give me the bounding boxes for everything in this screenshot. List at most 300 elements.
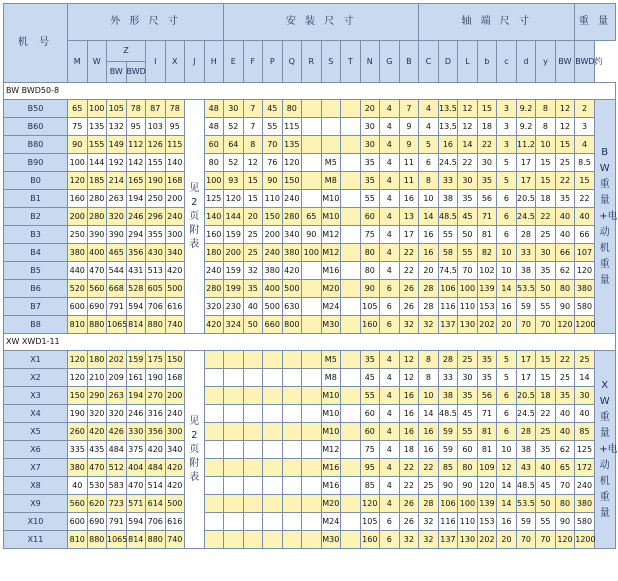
value-cell: 185 [87, 172, 107, 190]
value-cell: 4 [419, 118, 439, 136]
value-cell: 139 [477, 495, 497, 513]
value-cell: 80 [360, 244, 380, 262]
value-cell: 10 [419, 387, 439, 405]
table-row [4, 172, 616, 190]
value-cell: 12 [399, 351, 419, 369]
value-cell: 59 [516, 513, 536, 531]
value-cell: 78 [165, 100, 185, 118]
value-cell: M8 [321, 369, 341, 387]
table-row [4, 190, 616, 208]
value-cell: 250 [146, 190, 166, 208]
value-cell: 100 [204, 172, 224, 190]
value-cell: 22 [399, 477, 419, 495]
value-cell: 200 [224, 244, 244, 262]
value-cell: 172 [575, 459, 595, 477]
value-cell [263, 423, 283, 441]
value-cell: 6 [380, 298, 400, 316]
value-cell: 93 [224, 172, 244, 190]
col-header-j: J [185, 41, 205, 83]
value-cell: 7 [243, 100, 263, 118]
value-cell: 110 [263, 190, 283, 208]
value-cell [341, 513, 361, 531]
value-cell [302, 100, 322, 118]
value-cell: 20 [243, 208, 263, 226]
value-cell: 4 [380, 369, 400, 387]
value-cell: 168 [165, 369, 185, 387]
value-cell: 404 [126, 459, 146, 477]
value-cell: 300 [165, 423, 185, 441]
value-cell: 520 [68, 280, 88, 298]
col-header-p: P [263, 41, 283, 83]
model-name: B60 [4, 118, 68, 136]
value-cell: 6 [497, 226, 517, 244]
value-cell: 280 [87, 208, 107, 226]
value-cell: 420 [282, 262, 302, 280]
value-cell: 153 [477, 298, 497, 316]
value-cell [341, 244, 361, 262]
value-cell: 12 [458, 100, 478, 118]
value-cell: 17 [516, 154, 536, 172]
value-cell [341, 423, 361, 441]
value-cell: 16 [419, 441, 439, 459]
value-cell: 120 [282, 154, 302, 172]
value-cell: 18 [399, 441, 419, 459]
model-name: B80 [4, 136, 68, 154]
value-cell: 18 [477, 118, 497, 136]
value-cell: 35 [360, 351, 380, 369]
value-cell: 263 [107, 387, 127, 405]
value-cell: 155 [87, 136, 107, 154]
value-cell [302, 387, 322, 405]
value-cell: 33 [438, 172, 458, 190]
value-cell: 32 [243, 262, 263, 280]
value-cell: 16 [399, 190, 419, 208]
spec-table-container [3, 3, 618, 575]
value-cell: 22 [399, 244, 419, 262]
table-row [4, 477, 616, 495]
value-cell [302, 316, 322, 334]
value-cell: 4 [380, 190, 400, 208]
value-cell: 616 [165, 513, 185, 531]
value-cell: 296 [146, 208, 166, 226]
value-cell: 25 [575, 351, 595, 369]
value-cell: 70 [555, 477, 575, 495]
value-cell [204, 495, 224, 513]
value-cell: 6 [497, 190, 517, 208]
value-cell [243, 423, 263, 441]
value-cell: 70 [516, 316, 536, 334]
value-cell [341, 387, 361, 405]
value-cell [263, 513, 283, 531]
value-cell: 4 [380, 459, 400, 477]
value-cell: 40 [575, 405, 595, 423]
value-cell: 135 [282, 136, 302, 154]
value-cell [204, 351, 224, 369]
value-cell: 660 [263, 316, 283, 334]
table-row [4, 154, 616, 172]
value-cell: 17 [399, 226, 419, 244]
value-cell: 4 [380, 387, 400, 405]
value-cell: 880 [146, 316, 166, 334]
value-cell: 140 [204, 208, 224, 226]
value-cell: 48.5 [438, 208, 458, 226]
value-cell [224, 423, 244, 441]
value-cell: 20 [360, 100, 380, 118]
value-cell [224, 531, 244, 549]
col-header-bwd约: BWD约 [575, 41, 595, 83]
value-cell: 190 [146, 369, 166, 387]
model-name: B1 [4, 190, 68, 208]
value-cell: 420 [87, 423, 107, 441]
value-cell [341, 172, 361, 190]
weight-note-text: XW重量+电动机重量 [599, 379, 618, 519]
value-cell: 13 [399, 208, 419, 226]
value-cell: 28 [438, 351, 458, 369]
value-cell: 76 [263, 154, 283, 172]
value-cell [302, 423, 322, 441]
specification-table [3, 3, 616, 549]
value-cell: 165 [126, 172, 146, 190]
value-cell: 200 [165, 387, 185, 405]
value-cell: 20 [419, 262, 439, 280]
value-cell: 270 [146, 387, 166, 405]
value-cell: 90 [263, 172, 283, 190]
value-cell: 116 [438, 513, 458, 531]
value-cell: 880 [87, 316, 107, 334]
value-cell: 5 [419, 136, 439, 154]
value-cell: 15 [536, 351, 556, 369]
value-cell: 530 [87, 477, 107, 495]
value-cell: 45 [458, 208, 478, 226]
value-cell: 560 [68, 495, 88, 513]
value-cell: 60 [458, 441, 478, 459]
value-cell: 26 [399, 513, 419, 531]
value-cell: 194 [126, 387, 146, 405]
value-cell: 15 [536, 154, 556, 172]
value-cell: 320 [204, 298, 224, 316]
table-row [4, 298, 616, 316]
model-name: X2 [4, 369, 68, 387]
value-cell: 4 [380, 118, 400, 136]
value-cell: 11 [399, 172, 419, 190]
value-cell: 52 [224, 154, 244, 172]
value-cell: 56 [477, 190, 497, 208]
value-cell: 59 [438, 441, 458, 459]
weight-header: 重 量 [575, 4, 616, 41]
value-cell: 18 [536, 387, 556, 405]
model-name: X10 [4, 513, 68, 531]
value-cell: 56 [477, 387, 497, 405]
value-cell [341, 190, 361, 208]
value-cell: 294 [126, 226, 146, 244]
value-cell: 120 [555, 316, 575, 334]
value-cell: 120 [224, 190, 244, 208]
value-cell: 10 [497, 441, 517, 459]
value-cell: 4 [380, 423, 400, 441]
value-cell: 17 [516, 369, 536, 387]
value-cell: 159 [224, 226, 244, 244]
value-cell: 137 [438, 316, 458, 334]
value-cell: 500 [165, 495, 185, 513]
col-header-r: R [302, 41, 322, 83]
value-cell: 45 [458, 405, 478, 423]
value-cell [282, 531, 302, 549]
value-cell [263, 441, 283, 459]
value-cell: 8.5 [575, 154, 595, 172]
value-cell: 9 [399, 136, 419, 154]
value-cell: 65 [555, 459, 575, 477]
value-cell: 48.5 [438, 405, 458, 423]
value-cell: 4 [380, 208, 400, 226]
value-cell: 356 [146, 423, 166, 441]
value-cell: 135 [87, 118, 107, 136]
value-cell: 390 [107, 226, 127, 244]
value-cell: 18 [536, 190, 556, 208]
value-cell: 120 [575, 262, 595, 280]
value-cell: 110 [458, 513, 478, 531]
value-cell: 20.5 [516, 190, 536, 208]
value-cell: M12 [321, 226, 341, 244]
value-cell: 8 [419, 369, 439, 387]
value-cell: 35 [536, 441, 556, 459]
col-header-n: N [360, 41, 380, 83]
col-header-b: B [399, 41, 419, 83]
model-name: X5 [4, 423, 68, 441]
value-cell [204, 387, 224, 405]
value-cell [243, 495, 263, 513]
value-cell: 38 [516, 441, 536, 459]
table-row [4, 100, 616, 118]
value-cell: 102 [477, 262, 497, 280]
value-cell [302, 118, 322, 136]
value-cell: 210 [87, 369, 107, 387]
value-cell: 140 [165, 154, 185, 172]
col-header-h: H [204, 41, 224, 83]
value-cell: 280 [204, 280, 224, 298]
model-name: X3 [4, 387, 68, 405]
value-cell: 12 [399, 369, 419, 387]
value-cell: 420 [146, 441, 166, 459]
table-row [4, 136, 616, 154]
value-cell: 22 [477, 136, 497, 154]
value-cell: 17 [516, 172, 536, 190]
value-cell: 24.5 [438, 154, 458, 172]
value-cell: 12 [458, 118, 478, 136]
value-cell: 60 [204, 136, 224, 154]
outer-dimensions-header: 外 形 尺 寸 [68, 4, 224, 41]
value-cell: 4 [575, 136, 595, 154]
value-cell [263, 369, 283, 387]
value-cell: 175 [146, 351, 166, 369]
value-cell: 500 [165, 280, 185, 298]
value-cell: 202 [107, 351, 127, 369]
value-cell: 420 [165, 459, 185, 477]
value-cell [204, 531, 224, 549]
value-cell: 150 [263, 208, 283, 226]
col-header-q: Q [282, 41, 302, 83]
value-cell: 60 [360, 405, 380, 423]
value-cell: 9.2 [516, 100, 536, 118]
value-cell: 24.5 [516, 208, 536, 226]
value-cell: 22 [399, 262, 419, 280]
value-cell: 106 [438, 280, 458, 298]
value-cell: 159 [224, 262, 244, 280]
value-cell: 512 [107, 459, 127, 477]
value-cell [302, 280, 322, 298]
col-header-i: I [146, 41, 166, 83]
see-appendix-note [185, 100, 205, 334]
value-cell: 30 [360, 136, 380, 154]
value-cell: 290 [87, 387, 107, 405]
value-cell [302, 459, 322, 477]
value-cell: 125 [204, 190, 224, 208]
value-cell: 14 [419, 405, 439, 423]
value-cell: M10 [321, 387, 341, 405]
value-cell: 100 [458, 280, 478, 298]
value-cell: 65 [302, 208, 322, 226]
value-cell: 470 [87, 459, 107, 477]
model-name: B8 [4, 316, 68, 334]
value-cell: 15 [536, 369, 556, 387]
value-cell [263, 351, 283, 369]
value-cell: 25 [243, 244, 263, 262]
table-row [4, 226, 616, 244]
value-cell [341, 298, 361, 316]
table-row [4, 513, 616, 531]
col-header-m: M [68, 41, 88, 83]
value-cell: 430 [146, 244, 166, 262]
value-cell: 4 [380, 405, 400, 423]
value-cell [321, 136, 341, 154]
value-cell: 180 [87, 351, 107, 369]
value-cell: 7 [399, 100, 419, 118]
value-cell: 355 [146, 226, 166, 244]
table-row [4, 316, 616, 334]
value-cell: 75 [68, 118, 88, 136]
col-header-g: G [380, 41, 400, 83]
value-cell: 2 [575, 100, 595, 118]
value-cell: M8 [321, 172, 341, 190]
value-cell: 16 [419, 244, 439, 262]
value-cell: M10 [321, 423, 341, 441]
value-cell: 240 [575, 477, 595, 495]
value-cell: 356 [126, 244, 146, 262]
value-cell: 180 [204, 244, 224, 262]
value-cell: 16 [399, 387, 419, 405]
value-cell: 40 [536, 459, 556, 477]
value-cell [224, 369, 244, 387]
model-name: X8 [4, 477, 68, 495]
value-cell: 250 [68, 226, 88, 244]
model-name: B0 [4, 172, 68, 190]
col-header-z: Z [107, 41, 146, 62]
value-cell: 62 [555, 262, 575, 280]
value-cell: 10 [536, 136, 556, 154]
value-cell: 340 [165, 441, 185, 459]
value-cell: 103 [146, 118, 166, 136]
value-cell: 105 [360, 298, 380, 316]
value-cell: 25 [555, 369, 575, 387]
value-cell: 14 [575, 369, 595, 387]
value-cell: 81 [477, 226, 497, 244]
value-cell: 106 [438, 495, 458, 513]
value-cell: 26 [399, 495, 419, 513]
value-cell: M10 [321, 208, 341, 226]
value-cell: M12 [321, 441, 341, 459]
value-cell: 431 [126, 262, 146, 280]
value-cell: 40 [243, 298, 263, 316]
see-appendix-note [185, 351, 205, 549]
value-cell: M16 [321, 262, 341, 280]
value-cell: 4 [380, 226, 400, 244]
table-row [4, 244, 616, 262]
value-cell: 690 [87, 298, 107, 316]
value-cell [243, 531, 263, 549]
value-cell: 4 [380, 477, 400, 495]
value-cell: 7 [243, 118, 263, 136]
value-cell: 690 [87, 513, 107, 531]
value-cell: 142 [126, 154, 146, 172]
weight-note-text: BW重量+电动机重量 [599, 146, 618, 286]
value-cell: 130 [458, 531, 478, 549]
value-cell: 6 [497, 423, 517, 441]
value-cell [282, 423, 302, 441]
col-header-c: c [497, 41, 517, 83]
value-cell: 15 [243, 172, 263, 190]
value-cell [302, 154, 322, 172]
value-cell: M16 [321, 459, 341, 477]
value-cell: 126 [146, 136, 166, 154]
value-cell: 6 [380, 316, 400, 334]
value-cell [341, 369, 361, 387]
value-cell: 38 [516, 262, 536, 280]
value-cell [302, 298, 322, 316]
value-cell: 132 [107, 118, 127, 136]
value-cell: 20.5 [516, 387, 536, 405]
value-cell: 40 [68, 477, 88, 495]
value-cell: 35 [243, 280, 263, 298]
value-cell: 85 [575, 423, 595, 441]
value-cell: 125 [575, 441, 595, 459]
value-cell: 120 [477, 477, 497, 495]
value-cell: 40 [575, 208, 595, 226]
value-cell: 814 [126, 316, 146, 334]
value-cell: M30 [321, 316, 341, 334]
value-cell: 100 [68, 154, 88, 172]
value-cell [321, 100, 341, 118]
value-cell: 400 [263, 280, 283, 298]
value-cell: 200 [165, 190, 185, 208]
value-cell: 71 [477, 208, 497, 226]
model-name: X6 [4, 441, 68, 459]
value-cell: 81 [477, 441, 497, 459]
section1-title: BW BWD50-8 [4, 83, 616, 100]
value-cell: 90 [555, 298, 575, 316]
model-name: B90 [4, 154, 68, 172]
value-cell: 330 [126, 423, 146, 441]
value-cell: 30 [224, 100, 244, 118]
value-cell [263, 495, 283, 513]
value-cell: 55 [263, 118, 283, 136]
value-cell: 513 [146, 262, 166, 280]
value-cell: 16 [419, 423, 439, 441]
value-cell: 880 [146, 531, 166, 549]
value-cell: 45 [360, 369, 380, 387]
value-cell: 4 [380, 351, 400, 369]
value-cell: 22 [399, 459, 419, 477]
model-name: B50 [4, 100, 68, 118]
value-cell: 25 [536, 226, 556, 244]
